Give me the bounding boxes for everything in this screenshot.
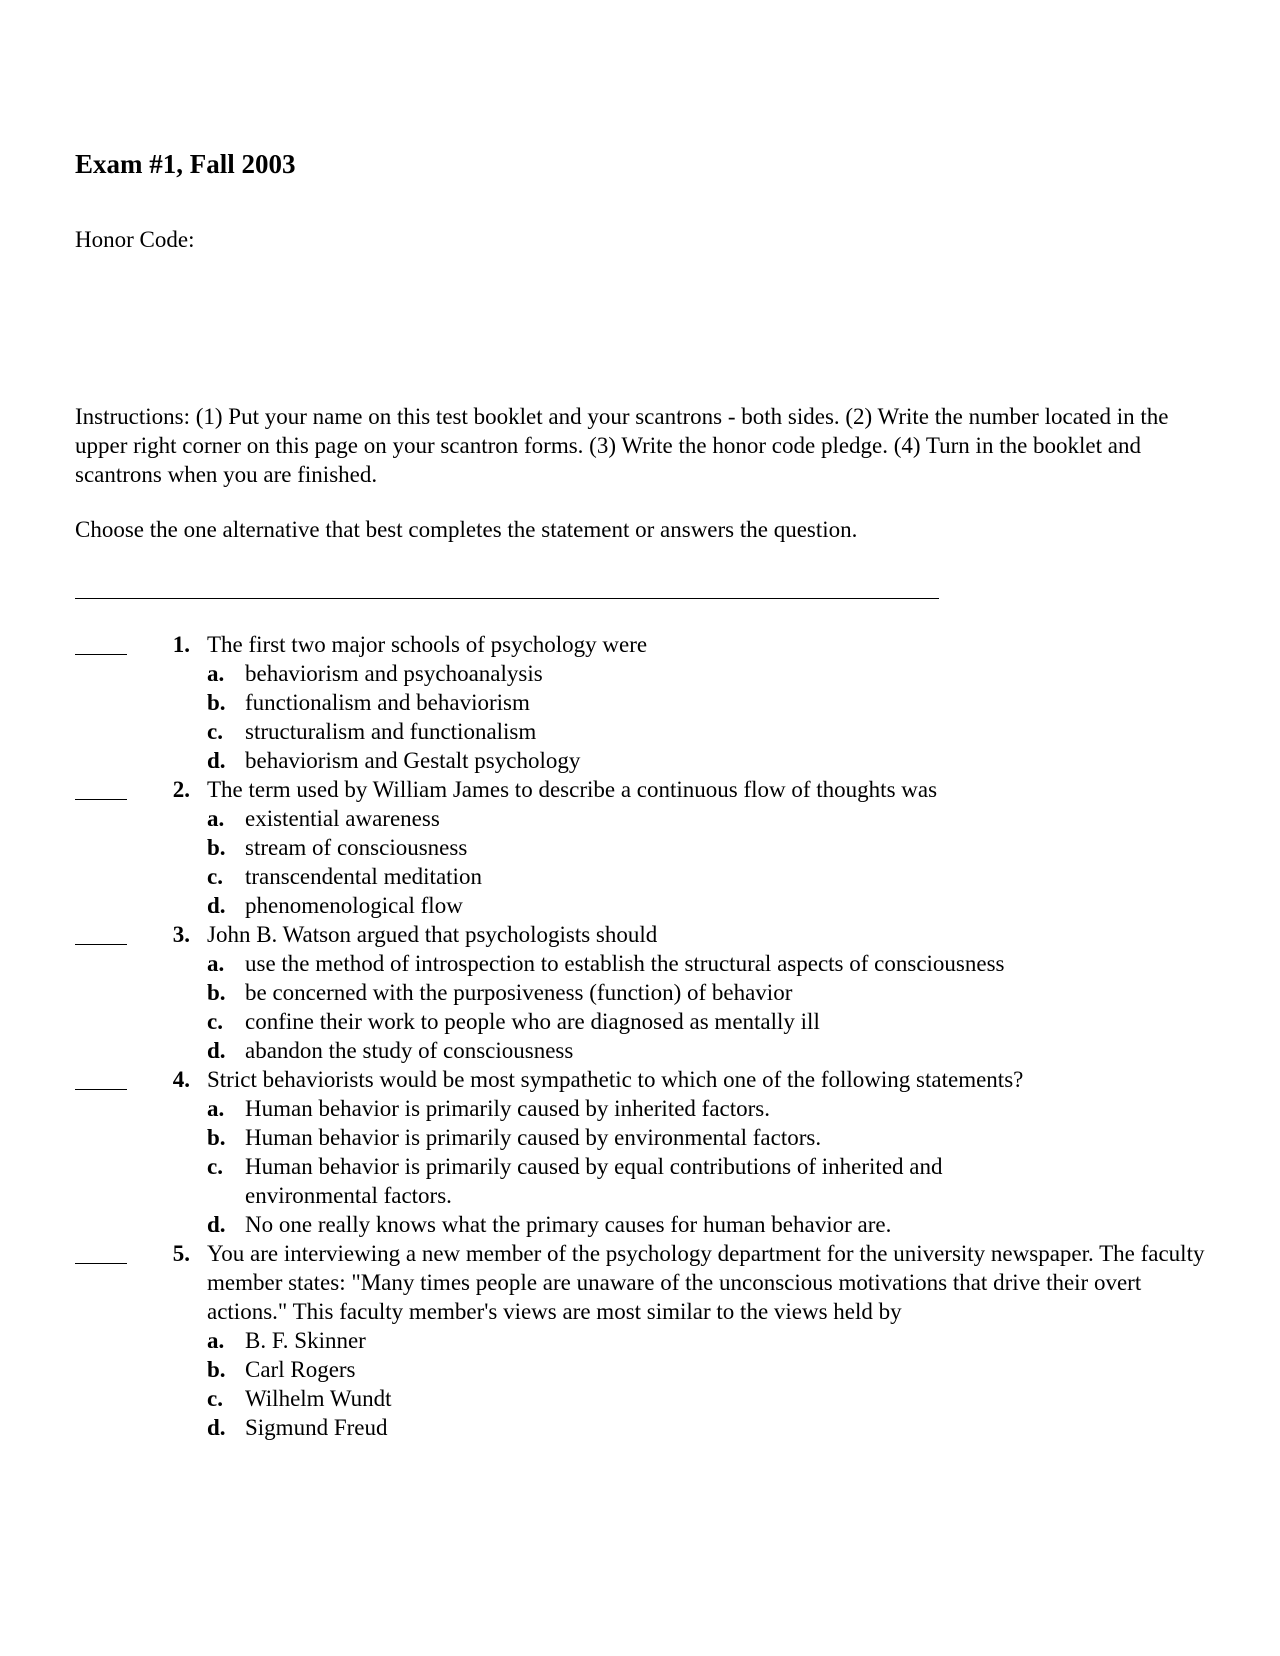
option-a <box>0 804 1015 833</box>
question-list <box>0 630 1280 1442</box>
honor-code-label: Honor Code: <box>75 227 195 252</box>
option-letter: b. <box>207 835 226 860</box>
option-letter: b. <box>207 1125 226 1150</box>
option-letter: d. <box>207 893 226 918</box>
option-d <box>0 891 1015 920</box>
option-letter: d. <box>207 1038 226 1063</box>
option-text: be concerned with the purposiveness (function) of behavior <box>245 980 793 1005</box>
option-text: Carl Rogers <box>245 1357 356 1382</box>
option-text: phenomenological flow <box>245 893 463 918</box>
option-text: No one really knows what the primary causes for human behavior are. <box>245 1212 892 1237</box>
option-letter: c. <box>207 864 223 889</box>
option-letter: b. <box>207 690 226 715</box>
question-text: Strict behaviorists would be most sympathetic to which one of the following statements? <box>207 1067 1024 1092</box>
option-d <box>0 1210 1015 1239</box>
option-list <box>0 949 1280 1065</box>
option-letter: a. <box>207 806 225 831</box>
option-text: transcendental meditation <box>245 864 482 889</box>
answer-blank-2[interactable] <box>75 775 127 800</box>
option-c <box>0 717 1015 746</box>
option-text: Human behavior is primarily caused by equal contributions of inherited and environmental factors. <box>245 1154 943 1208</box>
option-list <box>0 1094 1280 1239</box>
option-b <box>0 833 1015 862</box>
option-letter: b. <box>207 1357 226 1382</box>
option-letter: a. <box>207 1096 225 1121</box>
option-text: behaviorism and Gestalt psychology <box>245 748 581 773</box>
option-list <box>0 659 1280 775</box>
option-letter: d. <box>207 1415 226 1440</box>
option-text: Sigmund Freud <box>245 1415 388 1440</box>
option-c <box>0 862 1015 891</box>
option-text: structuralism and functionalism <box>245 719 537 744</box>
answer-blank-1[interactable] <box>75 630 127 655</box>
option-d <box>0 1413 1015 1442</box>
option-b <box>0 688 1015 717</box>
option-b <box>0 978 1015 1007</box>
option-list <box>0 804 1280 920</box>
option-text: abandon the study of consciousness <box>245 1038 574 1063</box>
option-letter: a. <box>207 951 225 976</box>
question-text: The term used by William James to describe a continuous flow of thoughts was <box>207 777 938 802</box>
question-text: You are interviewing a new member of the psychology department for the university newspaper. The faculty member states: "Many times people are unaware of the unconscious motivations that drive their overt actions." This faculty member's views are most similar to the views held by <box>207 1241 1205 1324</box>
option-letter: d. <box>207 1212 226 1237</box>
question-number: 4. <box>172 1067 190 1092</box>
question-text: John B. Watson argued that psychologists should <box>207 922 658 947</box>
exam-title: Exam #1, Fall 2003 <box>75 149 296 179</box>
instructions-text: Instructions: (1) Put your name on this test booklet and your scantrons - both sides. (2) Write the number located in the upper right corner on this page on your scantron forms. (3) Write the honor code pledge. (4) Turn in the booklet and scantrons when you are finished. <box>75 404 1169 487</box>
option-text: Wilhelm Wundt <box>245 1386 392 1411</box>
option-text: Human behavior is primarily caused by environmental factors. <box>245 1125 822 1150</box>
option-letter: c. <box>207 1154 223 1179</box>
option-letter: c. <box>207 1009 223 1034</box>
question-4 <box>0 1065 1280 1239</box>
question-number: 3. <box>172 922 190 947</box>
question-1 <box>0 630 1280 775</box>
option-a <box>0 659 1015 688</box>
option-letter: c. <box>207 1386 223 1411</box>
option-b <box>0 1123 1015 1152</box>
option-c <box>0 1007 1015 1036</box>
option-c <box>0 1384 1015 1413</box>
option-list <box>0 1326 1280 1442</box>
option-letter: b. <box>207 980 226 1005</box>
question-number: 1. <box>172 632 190 657</box>
option-letter: d. <box>207 748 226 773</box>
section-divider <box>75 598 939 599</box>
question-text: The first two major schools of psychology were <box>207 632 648 657</box>
question-number: 2. <box>172 777 190 802</box>
option-letter: a. <box>207 1328 225 1353</box>
option-d <box>0 1036 1015 1065</box>
option-letter: a. <box>207 661 225 686</box>
option-text: existential awareness <box>245 806 440 831</box>
option-b <box>0 1355 1015 1384</box>
question-2 <box>0 775 1280 920</box>
question-3 <box>0 920 1280 1065</box>
option-a <box>0 1326 1015 1355</box>
option-text: Human behavior is primarily caused by inherited factors. <box>245 1096 771 1121</box>
answer-blank-3[interactable] <box>75 920 127 945</box>
answer-blank-5[interactable] <box>75 1239 127 1264</box>
directions-text: Choose the one alternative that best completes the statement or answers the question. <box>75 517 858 542</box>
option-a <box>0 949 1015 978</box>
option-a <box>0 1094 1015 1123</box>
option-text: use the method of introspection to establish the structural aspects of consciousness <box>245 951 1005 976</box>
question-number: 5. <box>172 1241 190 1266</box>
option-text: functionalism and behaviorism <box>245 690 530 715</box>
option-d <box>0 746 1015 775</box>
option-text: behaviorism and psychoanalysis <box>245 661 543 686</box>
option-c <box>0 1152 1015 1210</box>
option-text: confine their work to people who are diagnosed as mentally ill <box>245 1009 820 1034</box>
option-text: stream of consciousness <box>245 835 468 860</box>
answer-blank-4[interactable] <box>75 1065 127 1090</box>
question-5 <box>0 1239 1280 1442</box>
option-text: B. F. Skinner <box>245 1328 366 1353</box>
option-letter: c. <box>207 719 223 744</box>
